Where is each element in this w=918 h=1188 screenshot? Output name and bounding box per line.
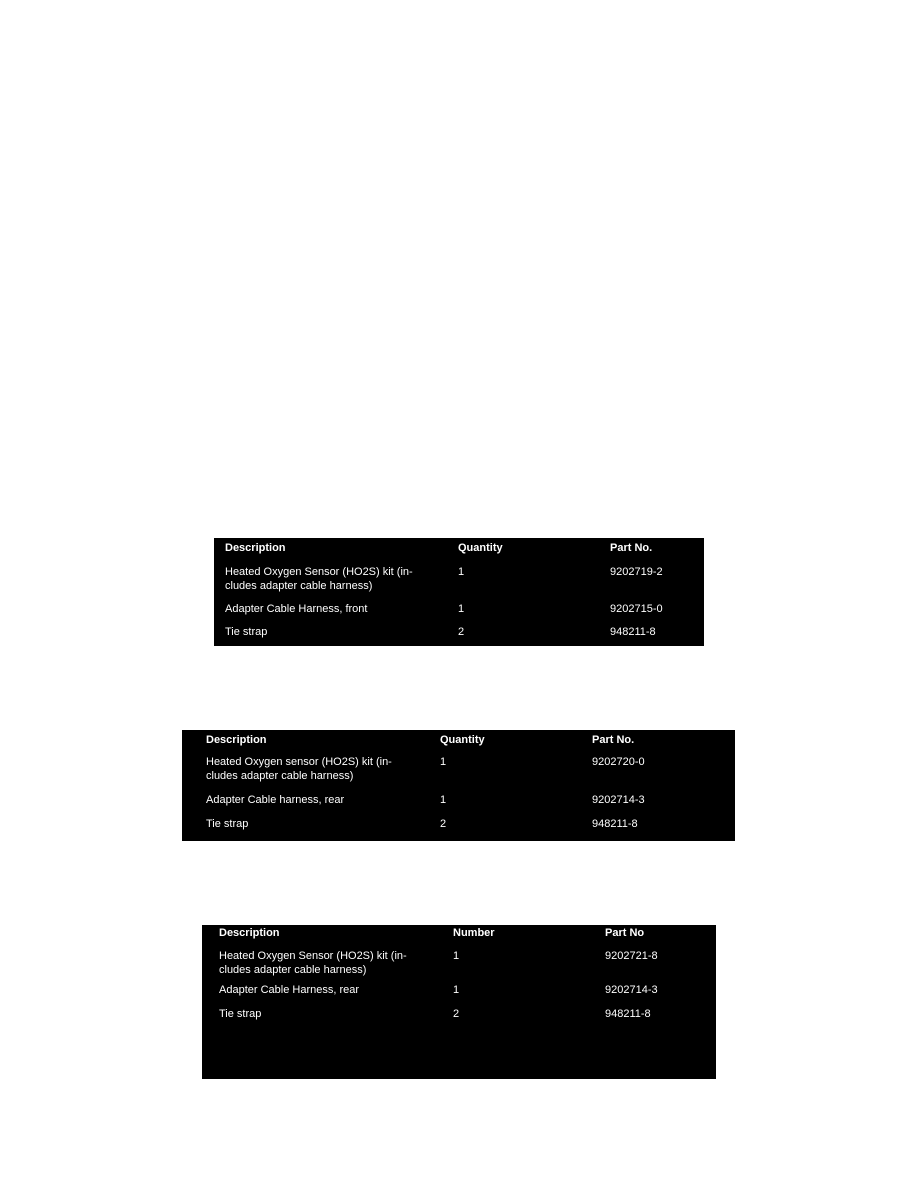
row-3-description: Tie strap xyxy=(219,1008,262,1020)
row-1-quantity: 1 xyxy=(458,566,465,578)
row-2-quantity: 1 xyxy=(440,794,447,806)
row-1-part-no: 9202720-0 xyxy=(592,756,645,768)
row-3-quantity: 2 xyxy=(458,626,465,638)
row-2-part-no: 9202714-3 xyxy=(605,984,658,996)
row-2-quantity: 1 xyxy=(458,603,465,615)
row-3-description: Tie strap xyxy=(225,626,268,638)
row-3-quantity: 2 xyxy=(440,818,447,830)
header-description: Description xyxy=(206,734,267,746)
header-quantity: Quantity xyxy=(458,542,503,554)
row-3-part-no: 948211-8 xyxy=(605,1008,651,1020)
header-part-no: Part No. xyxy=(610,542,653,554)
row-1-part-no: 9202719-2 xyxy=(610,566,663,578)
row-1-quantity: 1 xyxy=(440,756,447,768)
row-1-description: Heated Oxygen Sensor (HO2S) kit (in-cludes adapter cable harness) xyxy=(225,566,413,592)
header-part-no: Part No xyxy=(605,927,645,939)
row-1-part-no: 9202721-8 xyxy=(605,950,658,962)
row-1-description: Heated Oxygen sensor (HO2S) kit (in-cludes adapter cable harness) xyxy=(206,756,392,782)
header-description: Description xyxy=(225,542,286,554)
row-3-number: 2 xyxy=(453,1008,460,1020)
header-number: Number xyxy=(453,927,495,939)
row-3-part-no: 948211-8 xyxy=(610,626,656,638)
header-description: Description xyxy=(219,927,280,939)
row-2-number: 1 xyxy=(453,984,460,996)
row-2-description: Adapter Cable Harness, rear xyxy=(219,984,360,996)
row-3-part-no: 948211-8 xyxy=(592,818,638,830)
row-1-description: Heated Oxygen Sensor (HO2S) kit (in-cludes adapter cable harness) xyxy=(219,950,407,976)
row-1-number: 1 xyxy=(453,950,460,962)
row-2-description: Adapter Cable harness, rear xyxy=(206,794,345,806)
parts-table-2 xyxy=(182,730,735,841)
row-2-description: Adapter Cable Harness, front xyxy=(225,603,368,615)
header-quantity: Quantity xyxy=(440,734,485,746)
row-2-part-no: 9202714-3 xyxy=(592,794,645,806)
row-2-part-no: 9202715-0 xyxy=(610,603,663,615)
row-3-description: Tie strap xyxy=(206,818,249,830)
parts-table-1 xyxy=(214,538,704,646)
parts-table-3 xyxy=(202,925,716,1079)
header-part-no: Part No. xyxy=(592,734,635,746)
